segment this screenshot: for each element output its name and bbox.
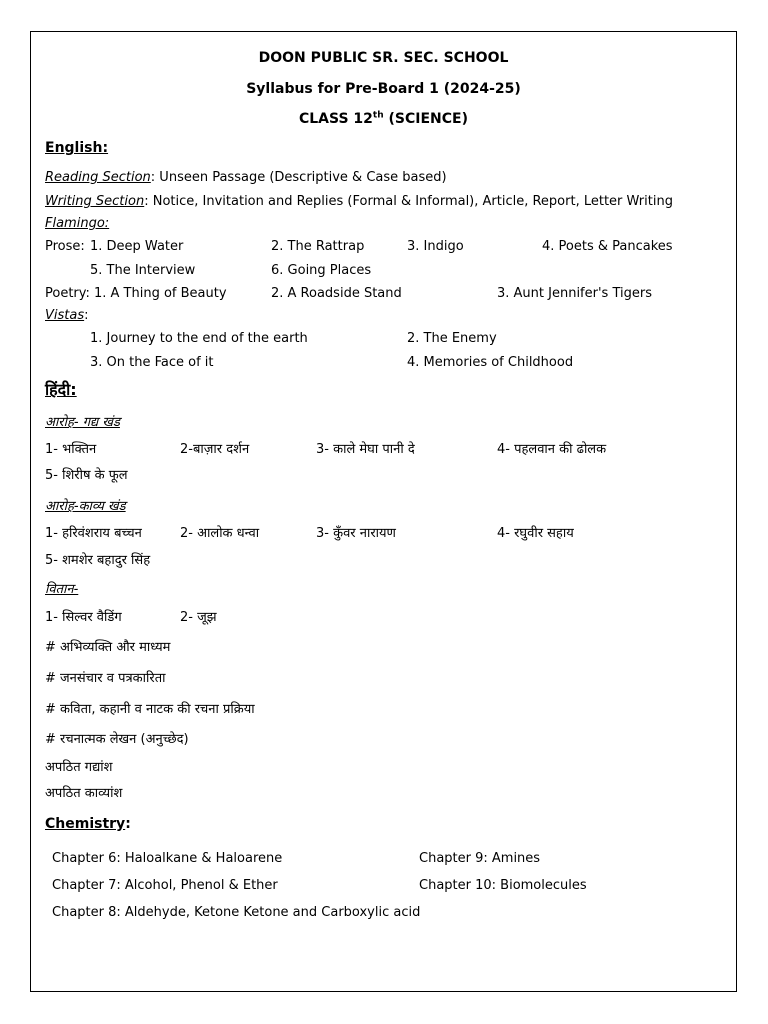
prose-item: 3. Indigo	[407, 239, 464, 254]
vitan-heading: वितान-	[45, 582, 79, 597]
vitan-item: 1- सिल्वर वैडिंग	[45, 610, 122, 625]
chemistry-chapter: Chapter 8: Aldehyde, Ketone Ketone and Carboxylic acid	[52, 905, 421, 920]
chemistry-chapter: Chapter 10: Biomolecules	[419, 878, 587, 893]
hindi-extra-item: # रचनात्मक लेखन (अनुच्छेद)	[45, 732, 189, 747]
vistas-item: 1. Journey to the end of the earth	[90, 331, 308, 346]
prose-label: Prose:	[45, 239, 85, 254]
vistas-label: Vistas	[45, 308, 85, 323]
vistas-item: 2. The Enemy	[407, 331, 497, 346]
vistas-item: 4. Memories of Childhood	[407, 355, 574, 370]
class-suffix: (SCIENCE)	[383, 111, 468, 127]
hindi-extra-item: # जनसंचार व पत्रकारिता	[45, 671, 166, 686]
poetry-label: Poetry:	[45, 286, 90, 301]
gadya-item: 2-बाज़ार दर्शन	[180, 442, 250, 457]
reading-section	[45, 170, 447, 186]
chemistry-colon: :	[125, 816, 131, 832]
chemistry-chapter: Chapter 7: Alcohol, Phenol & Ether	[52, 878, 278, 893]
reading-text: : Unseen Passage (Descriptive & Case based)	[150, 170, 447, 185]
vistas-heading	[45, 308, 89, 324]
kavya-item: 1- हरिवंशराय बच्चन	[45, 526, 142, 541]
kavya-heading: आरोह-काव्य खंड	[45, 499, 126, 514]
writing-section	[45, 194, 673, 210]
kavya-item: 2- आलोक धन्वा	[180, 526, 260, 541]
hindi-extra-item: # कविता, कहानी व नाटक की रचना प्रक्रिया	[45, 702, 255, 717]
class-superscript: th	[372, 110, 384, 121]
hindi-extra-item: # अभिव्यक्ति और माध्यम	[45, 640, 171, 655]
prose-item: 6. Going Places	[271, 263, 372, 278]
reading-label: Reading Section	[45, 170, 151, 185]
gadya-item: 5- शिरीष के फूल	[45, 468, 128, 483]
writing-text: : Notice, Invitation and Replies (Formal & Informal), Article, Report, Letter Writing	[144, 194, 673, 209]
gadya-item: 1- भक्तिन	[45, 442, 97, 457]
poetry-item: 2. A Roadside Stand	[271, 286, 402, 301]
gadya-item: 3- काले मेघा पानी दे	[316, 442, 415, 457]
hindi-extra-item: अपठित गद्यांश	[45, 760, 113, 775]
english-heading: English:	[45, 140, 109, 156]
class-title	[30, 111, 737, 127]
vistas-colon: :	[84, 308, 89, 323]
gadya-item: 4- पहलवान की ढोलक	[497, 442, 607, 457]
kavya-item: 5- शमशेर बहादुर सिंह	[45, 553, 151, 568]
school-name: DOON PUBLIC SR. SEC. SCHOOL	[258, 50, 509, 66]
writing-label: Writing Section	[45, 194, 145, 209]
kavya-item: 4- रघुवीर सहाय	[497, 526, 574, 541]
chemistry-chapter: Chapter 6: Haloalkane & Haloarene	[52, 851, 283, 866]
prose-item: 1. Deep Water	[90, 239, 184, 254]
prose-item: 4. Poets & Pancakes	[542, 239, 673, 254]
flamingo-label: Flamingo:	[45, 216, 110, 231]
vitan-item: 2- जूझ	[180, 610, 217, 625]
syllabus-title: Syllabus for Pre-Board 1 (2024-25)	[246, 81, 521, 97]
prose-item: 5. The Interview	[90, 263, 196, 278]
gadya-heading: आरोह- गद्य खंड	[45, 415, 120, 430]
prose-item: 2. The Rattrap	[271, 239, 365, 254]
class-prefix: CLASS 12	[298, 111, 373, 127]
chemistry-label: Chemistry	[45, 816, 126, 832]
chemistry-heading	[45, 816, 131, 832]
hindi-heading: हिंदी:	[45, 380, 77, 399]
poetry-item: 1. A Thing of Beauty	[94, 286, 227, 301]
vistas-item: 3. On the Face of it	[90, 355, 214, 370]
kavya-item: 3- कुँवर नारायण	[316, 526, 396, 541]
hindi-extra-item: अपठित काव्यांश	[45, 786, 123, 801]
chemistry-chapter: Chapter 9: Amines	[419, 851, 541, 866]
poetry-item: 3. Aunt Jennifer's Tigers	[497, 286, 652, 301]
